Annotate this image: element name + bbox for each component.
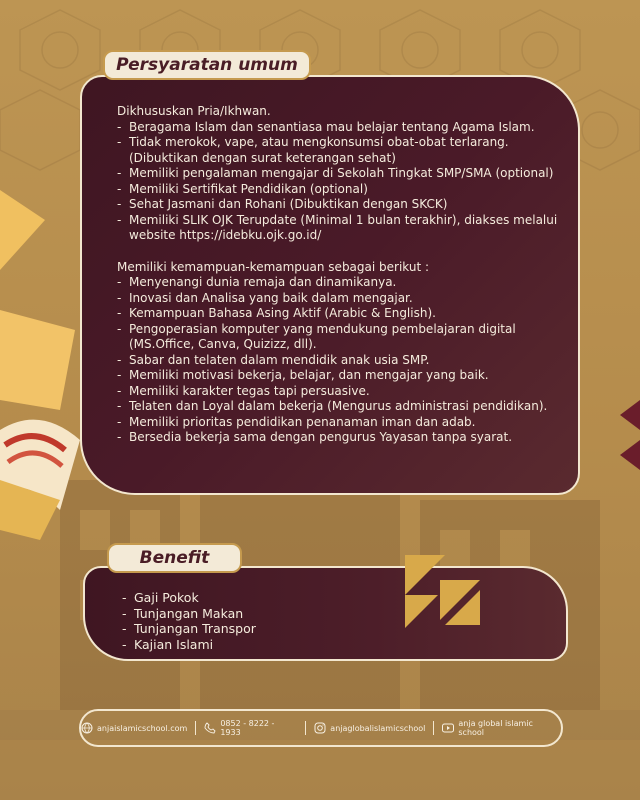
skills-list	[117, 275, 562, 446]
youtube-text: anja global islamic school	[458, 719, 533, 737]
instagram-text: anjaglobalislamicschool	[330, 723, 426, 733]
list-item: - Menyenangi dunia remaja dan dinamikanya.	[117, 275, 562, 291]
list-item: - Tunjangan Makan	[122, 606, 382, 622]
youtube-link[interactable]	[442, 719, 561, 737]
general-requirements-list	[117, 120, 562, 244]
list-item: - Pengoperasian komputer yang mendukung pembelajaran digital (MS.Office, Canva, Quizizz, dll).	[117, 322, 562, 353]
youtube-icon	[442, 722, 454, 734]
book-decoration	[0, 180, 90, 540]
benefit-title: Benefit	[107, 543, 242, 573]
instagram-icon	[314, 722, 326, 734]
requirements-intro: Dikhususkan Pria/Ikhwan.	[117, 104, 271, 118]
list-item: - Memiliki pengalaman mengajar di Sekolah Tingkat SMP/SMA (optional)	[117, 166, 562, 182]
list-item: - Memiliki Sertifikat Pendidikan (optional)	[117, 182, 562, 198]
divider	[433, 721, 434, 735]
requirements-title: Persyaratan umum	[103, 50, 311, 80]
list-item: - Tidak merokok, vape, atau mengkonsumsi obat-obat terlarang. (Dibuktikan dengan surat keterangan sehat)	[117, 135, 562, 166]
website-link[interactable]	[81, 722, 187, 734]
phone-text: 0852 - 8222 - 1933	[220, 719, 275, 737]
skills-intro: Memiliki kemampuan-kemampuan sebagai berikut :	[117, 259, 430, 274]
globe-icon	[81, 722, 93, 734]
list-item: - Memiliki SLIK OJK Terupdate (Minimal 1 bulan terakhir), diakses melalui website https://idebku.ojk.go.id/	[117, 213, 562, 244]
list-item: - Kemampuan Bahasa Asing Aktif (Arabic & English).	[117, 306, 562, 322]
phone-link[interactable]	[204, 719, 297, 737]
list-item: - Memiliki prioritas pendidikan penanaman iman dan adab.	[117, 415, 562, 431]
phone-icon	[204, 722, 216, 734]
list-item: - Memiliki karakter tegas tapi persuasive.	[117, 384, 562, 400]
instagram-link[interactable]	[314, 722, 425, 734]
divider	[305, 721, 306, 735]
list-item: - Gaji Pokok	[122, 590, 382, 606]
list-item: - Sehat Jasmani dan Rohani (Dibuktikan dengan SKCK)	[117, 197, 562, 213]
gold-triangles-decoration	[400, 550, 485, 635]
requirements-content	[117, 104, 562, 446]
footer-contact-bar	[79, 709, 563, 747]
list-item: - Inovasi dan Analisa yang baik dalam mengajar.	[117, 291, 562, 307]
list-item: - Bersedia bekerja sama dengan pengurus Yayasan tanpa syarat.	[117, 430, 562, 446]
list-item: - Beragama Islam dan senantiasa mau belajar tentang Agama Islam.	[117, 120, 562, 136]
list-item: - Telaten dan Loyal dalam bekerja (Mengurus administrasi pendidikan).	[117, 399, 562, 415]
maroon-triangles-decoration	[620, 400, 640, 480]
website-text: anjaislamicschool.com	[97, 723, 188, 733]
list-item: - Memiliki motivasi bekerja, belajar, dan mengajar yang baik.	[117, 368, 562, 384]
benefit-content	[122, 590, 382, 652]
list-item: - Kajian Islami	[122, 637, 382, 653]
list-item: - Sabar dan telaten dalam mendidik anak usia SMP.	[117, 353, 562, 369]
benefit-list	[122, 590, 382, 652]
divider	[195, 721, 196, 735]
list-item: - Tunjangan Transpor	[122, 621, 382, 637]
